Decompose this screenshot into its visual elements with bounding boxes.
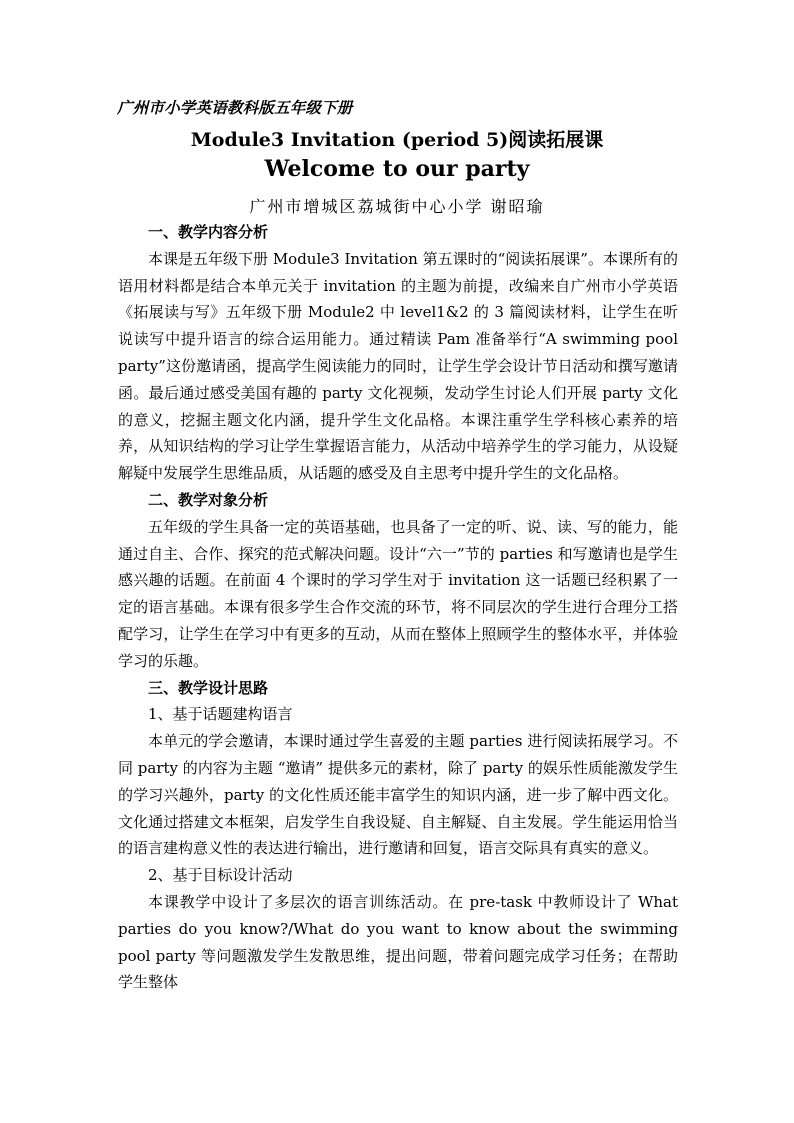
document-body: [118, 219, 678, 996]
subheading-topic-language: 1、基于话题建构语言: [148, 705, 293, 724]
paragraph-goal-activities: 本课教学中设计了多层次的语言训练活动。在 pre-task 中教师设计了 What parties do you know?/What do you want to know about the swimming pool party 等问题激发学生发散思维，提出问题，带着问题完成学习任务；在帮助学生整体: [118, 892, 678, 992]
paragraph-content-analysis: 本课是五年级下册 Module3 Invitation 第五课时的“阅读拓展课”。本课所有的语用材料都是结合本单元关于 invitation 的主题为前提，改编来自广州市小学英语《拓展读与写》五年级下册 Module2 中 level1&2 的 3 篇阅读材料，让学生在听说读写中提升语言的综合运用能力。通过精读 Pam 准备举行“A swimming pool party”这份邀请函，提高学生阅读能力的同时，让学生学会设计节日活动和撰写邀请函。最后通过感受美国有趣的 party 文化视频，发动学生讨论人们开展 party 文化的意义，挖掘主题文化内涵，提升学生文化品格。本课注重学生学科核心素养的培养，从知识结构的学习让学生掌握语言能力，从活动中培养学生的学习能力，从设疑解疑中发展学生思维品质，从话题的感受及自主思考中提升学生的文化品格。: [118, 249, 678, 483]
author-line: 广州市增城区荔城街中心小学 谢昭瑜: [249, 197, 545, 216]
section-heading-student-analysis: 二、教学对象分析: [148, 490, 269, 509]
subheading-goal-activities: 2、基于目标设计活动: [148, 866, 293, 885]
lesson-title: Welcome to our party: [264, 156, 530, 182]
module-title: Module3 Invitation (period 5)阅读拓展课: [190, 129, 604, 151]
section-heading-content-analysis: 一、教学内容分析: [148, 223, 269, 241]
textbook-series-label: 广州市小学英语教科版五年级下册: [117, 98, 353, 117]
paragraph-student-analysis: 五年级的学生具备一定的英语基础，也具备了一定的听、说、读、写的能力，能通过自主、合作、探究的范式解决问题。设计“六一”节的 parties 和写邀请也是学生感兴趣的话题。在前面 4 个课时的学习学生对于 invitation 这一话题已经积累了一定的语言基础。本课有很多学生合作交流的环节，将不同层次的学生进行合理分工搭配学习，让学生在学习中有更多的互动，从而在整体上照顾学生的整体水平，并体验学习的乐趣。: [118, 517, 678, 670]
section-heading-design-ideas: 三、教学设计思路: [148, 678, 269, 697]
paragraph-topic-language: 本单元的学会邀请，本课时通过学生喜爱的主题 parties 进行阅读拓展学习。不同 party 的内容为主题 “邀请” 提供多元的素材，除了 party 的娱乐性质能激发学生的学习兴趣外，party 的文化性质还能丰富学生的知识内涵，进一步了解中西文化。文化通过搭建文本框架，启发学生自我设疑、自主解疑、自主发展。学生能运用恰当的语言建构意义性的表达进行输出，进行邀请和回复，语言交际具有真实的意义。: [118, 732, 678, 858]
